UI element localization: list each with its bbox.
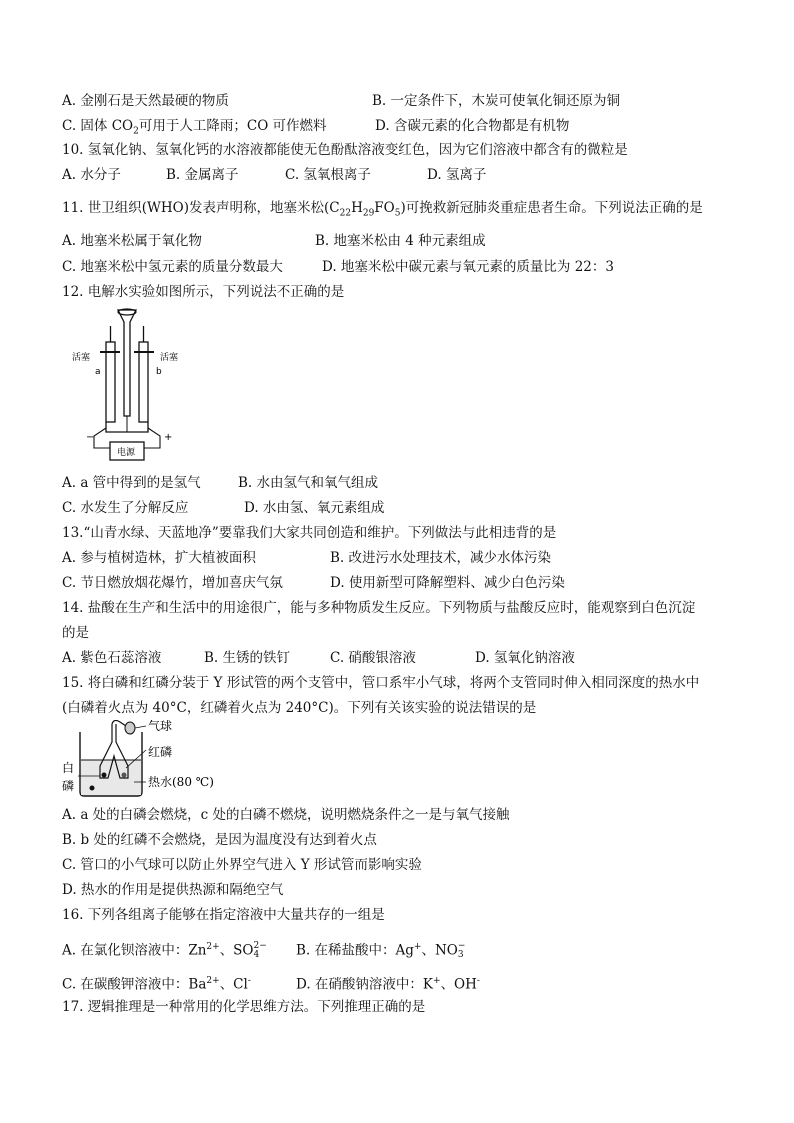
q13-option-c: C. 节日燃放烟花爆竹，增加喜庆气氛	[62, 575, 283, 591]
q17-stem: 17. 逻辑推理是一种常用的化学思维方法。下列推理正确的是	[62, 999, 426, 1015]
fig-white-label-1: 白	[62, 761, 75, 775]
q10-option-d: D. 氢离子	[427, 167, 487, 183]
q15-option-d: D. 热水的作用是提供热源和隔绝空气	[62, 882, 284, 898]
q9-option-d: D. 含碳元素的化合物都是有机物	[375, 118, 570, 134]
q9-option-c: C. 固体 $CO_2$可用于人工降雨；CO 可作燃料	[62, 118, 327, 137]
y-tube-experiment-figure	[62, 720, 222, 800]
q11-option-c: C. 地塞米松中氢元素的质量分数最大	[62, 259, 283, 275]
q14-option-c: C. 硝酸银溶液	[330, 650, 416, 666]
fig-red-phosphorus-label: 红磷	[148, 745, 173, 759]
q11-stem: 11. 世卫组织(WHO)发表声明称，地塞米松$(C_{22}H_{29}FO_5)$可挽救新冠肺炎重症患者生命。下列说法正确的是	[62, 200, 703, 219]
q10-option-c: C. 氢氧根离子	[285, 167, 371, 183]
q13-option-d: D. 使用新型可降解塑料、减少白色污染	[330, 575, 565, 591]
q10-stem: 10. 氢氧化钠、氢氧化钙的水溶液都能使无色酚酞溶液变红色，因为它们溶液中都含有的微粒是	[62, 142, 628, 158]
fig-minus-label: −	[86, 432, 95, 443]
q16-option-b: B. 在稀盐酸中：Ag+、NO − 3	[296, 941, 466, 960]
q15-option-b: B. b 处的红磷不会燃烧，是因为温度没有达到着火点	[62, 832, 377, 848]
q13-option-a: A. 参与植树造林，扩大植被面积	[62, 550, 256, 566]
q12-option-a: A. a 管中得到的是氢气	[62, 475, 201, 491]
fig-left-valve-label: 活塞	[72, 353, 91, 363]
q16-stem: 16. 下列各组离子能够在指定溶液中大量共存的一组是	[62, 907, 385, 923]
q13-option-b: B. 改进污水处理技术，减少水体污染	[330, 550, 552, 566]
q11-option-d: D. 地塞米松中碳元素与氧元素的质量比为 22：3	[322, 259, 614, 275]
q11-option-b: B. 地塞米松由 4 种元素组成	[315, 233, 486, 249]
fig-power-label: 电源	[117, 448, 136, 458]
q12-option-d: D. 水由氢、氧元素组成	[244, 500, 385, 516]
q10-option-b: B. 金属离子	[166, 167, 239, 183]
fig-plus-label: +	[164, 432, 173, 443]
q16-option-a: A. 在氯化钡溶液中：$Zn^{2+}$、SO 2− 4	[62, 941, 267, 960]
q13-stem: 13.“山青水绿、天蓝地净”要靠我们大家共同创造和维护。下列做法与此相违背的是	[62, 525, 557, 541]
q15-option-c: C. 管口的小气球可以防止外界空气进入 Y 形试管而影响实验	[62, 857, 422, 873]
q15-option-a: A. a 处的白磷会燃烧，c 处的白磷不燃烧，说明燃烧条件之一是与氧气接触	[62, 807, 510, 823]
fig-right-valve-label: 活塞	[160, 353, 179, 363]
q14-option-d: D. 氢氧化钠溶液	[475, 650, 575, 666]
electrolysis-apparatus-figure	[70, 306, 200, 466]
q15-stem-line2: (白磷着火点为 40°C，红磷着火点为 240°C)。下列有关该实验的说法错误的是	[62, 700, 537, 716]
q12-option-c: C. 水发生了分解反应	[62, 500, 189, 516]
q11-option-a: A. 地塞米松属于氧化物	[62, 233, 202, 249]
q14-stem-line2: 的是	[62, 625, 89, 641]
fig-tube-b-label: b	[156, 367, 162, 377]
fig-tube-a-label: a	[95, 367, 101, 377]
fig-hot-water-label: 热水(80 ℃)	[148, 775, 214, 789]
fig-balloon-label: 气球	[148, 720, 173, 733]
q16-option-d: D. 在硝酸钠溶液中：K+、OH-	[296, 976, 480, 993]
q12-option-b: B. 水由氢气和氧气组成	[238, 475, 379, 491]
q16-option-c: C. 在碳酸钾溶液中：$Ba^{2+}$、Cl-	[62, 976, 251, 993]
q15-stem-line1: 15. 将白磷和红磷分装于 Y 形试管的两个支管中，管口系牢小气球，将两个支管同时伸入相同深度的热水中	[62, 675, 700, 691]
q14-option-b: B. 生锈的铁钉	[204, 650, 291, 666]
q10-option-a: A. 水分子	[62, 167, 121, 183]
q14-option-a: A. 紫色石蕊溶液	[62, 650, 162, 666]
q12-stem: 12. 电解水实验如图所示，下列说法不正确的是	[62, 284, 345, 300]
q9-option-a: A. 金刚石是天然最硬的物质	[62, 93, 229, 109]
q14-stem-line1: 14. 盐酸在生产和生活中的用途很广，能与多种物质发生反应。下列物质与盐酸反应时，能观察到白色沉淀	[62, 600, 696, 616]
fig-white-label-2: 磷	[62, 779, 75, 793]
q9-option-b: B. 一定条件下，木炭可使氧化铜还原为铜	[372, 93, 621, 109]
